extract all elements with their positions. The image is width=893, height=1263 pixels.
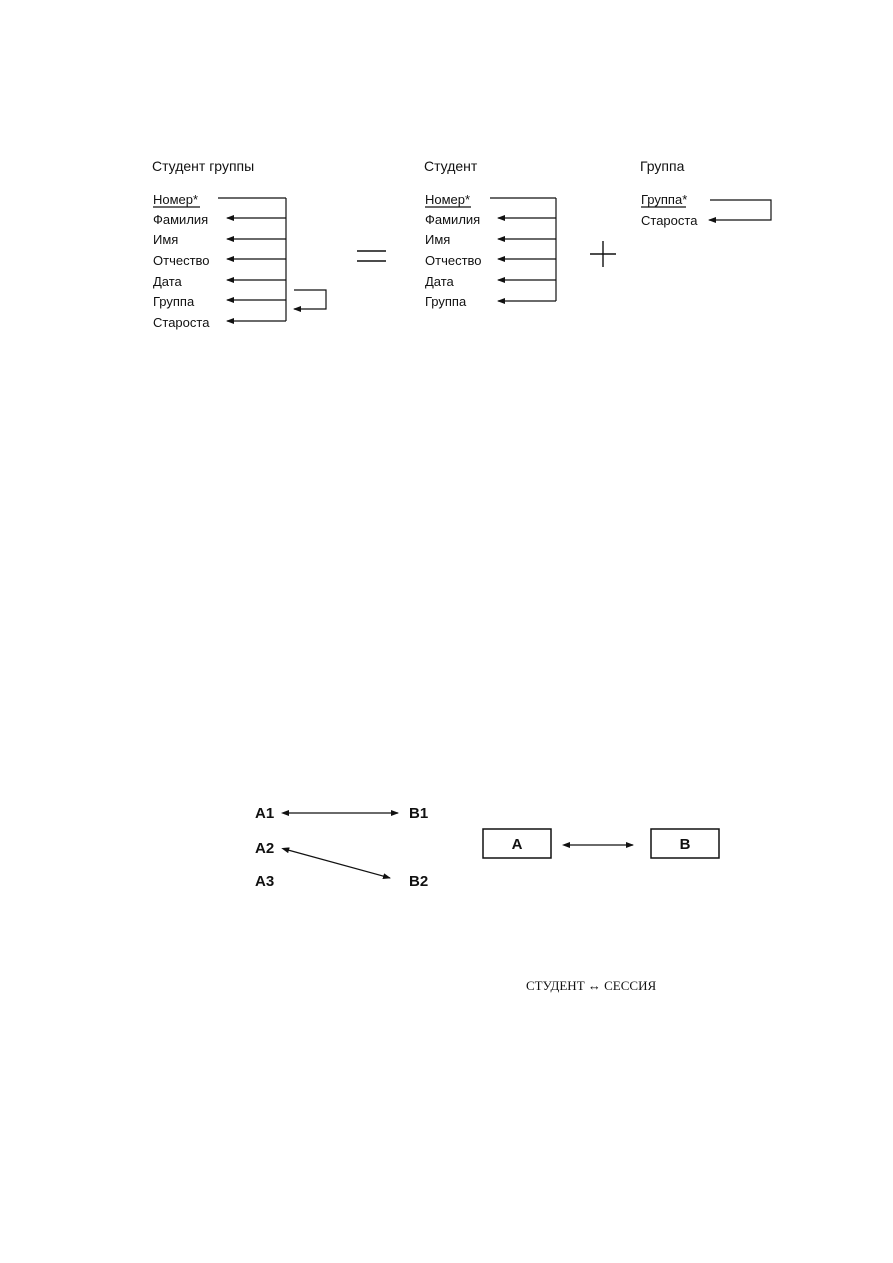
right-attr-key: Группа* bbox=[641, 192, 688, 207]
mid-attr: Отчество bbox=[425, 253, 482, 268]
mid-title: Студент bbox=[424, 158, 478, 174]
label-a3: A3 bbox=[255, 873, 275, 890]
label-b2: B2 bbox=[409, 873, 429, 890]
left-attr: Фамилия bbox=[153, 212, 209, 227]
right-title: Группа bbox=[640, 158, 685, 174]
plus-sign bbox=[590, 241, 616, 267]
dependency-arrow bbox=[709, 200, 771, 220]
left-attr: Группа bbox=[153, 294, 195, 309]
right-attr: Староста bbox=[641, 213, 698, 228]
left-title: Студент группы bbox=[152, 158, 255, 174]
mid-attr-key: Номер* bbox=[425, 192, 471, 207]
right-relation bbox=[640, 158, 771, 228]
entity-label-a: A bbox=[511, 836, 523, 853]
mapping-arrow bbox=[288, 850, 390, 878]
mid-attr: Группа bbox=[425, 294, 467, 309]
middle-relation bbox=[424, 158, 556, 309]
mid-attr: Дата bbox=[425, 274, 454, 289]
mid-attr: Имя bbox=[425, 232, 451, 247]
entity-label-b: B bbox=[679, 836, 691, 853]
left-attr-key: Номер* bbox=[153, 192, 199, 207]
left-relation bbox=[152, 158, 326, 330]
relationship-caption: СТУДЕНТ ↔ СЕССИЯ bbox=[526, 978, 657, 993]
transitive-dependency-arrow bbox=[294, 290, 326, 309]
mid-attr: Фамилия bbox=[425, 212, 481, 227]
mapping-example bbox=[255, 805, 428, 890]
left-attr: Дата bbox=[153, 274, 182, 289]
label-a2: A2 bbox=[255, 840, 275, 857]
left-attr: Имя bbox=[153, 232, 179, 247]
label-a1: A1 bbox=[255, 805, 275, 822]
left-attr: Отчество bbox=[153, 253, 210, 268]
label-b1: B1 bbox=[409, 805, 429, 822]
entity-relationship bbox=[483, 829, 719, 858]
left-attr: Староста bbox=[153, 315, 210, 330]
equals-sign bbox=[357, 251, 386, 261]
